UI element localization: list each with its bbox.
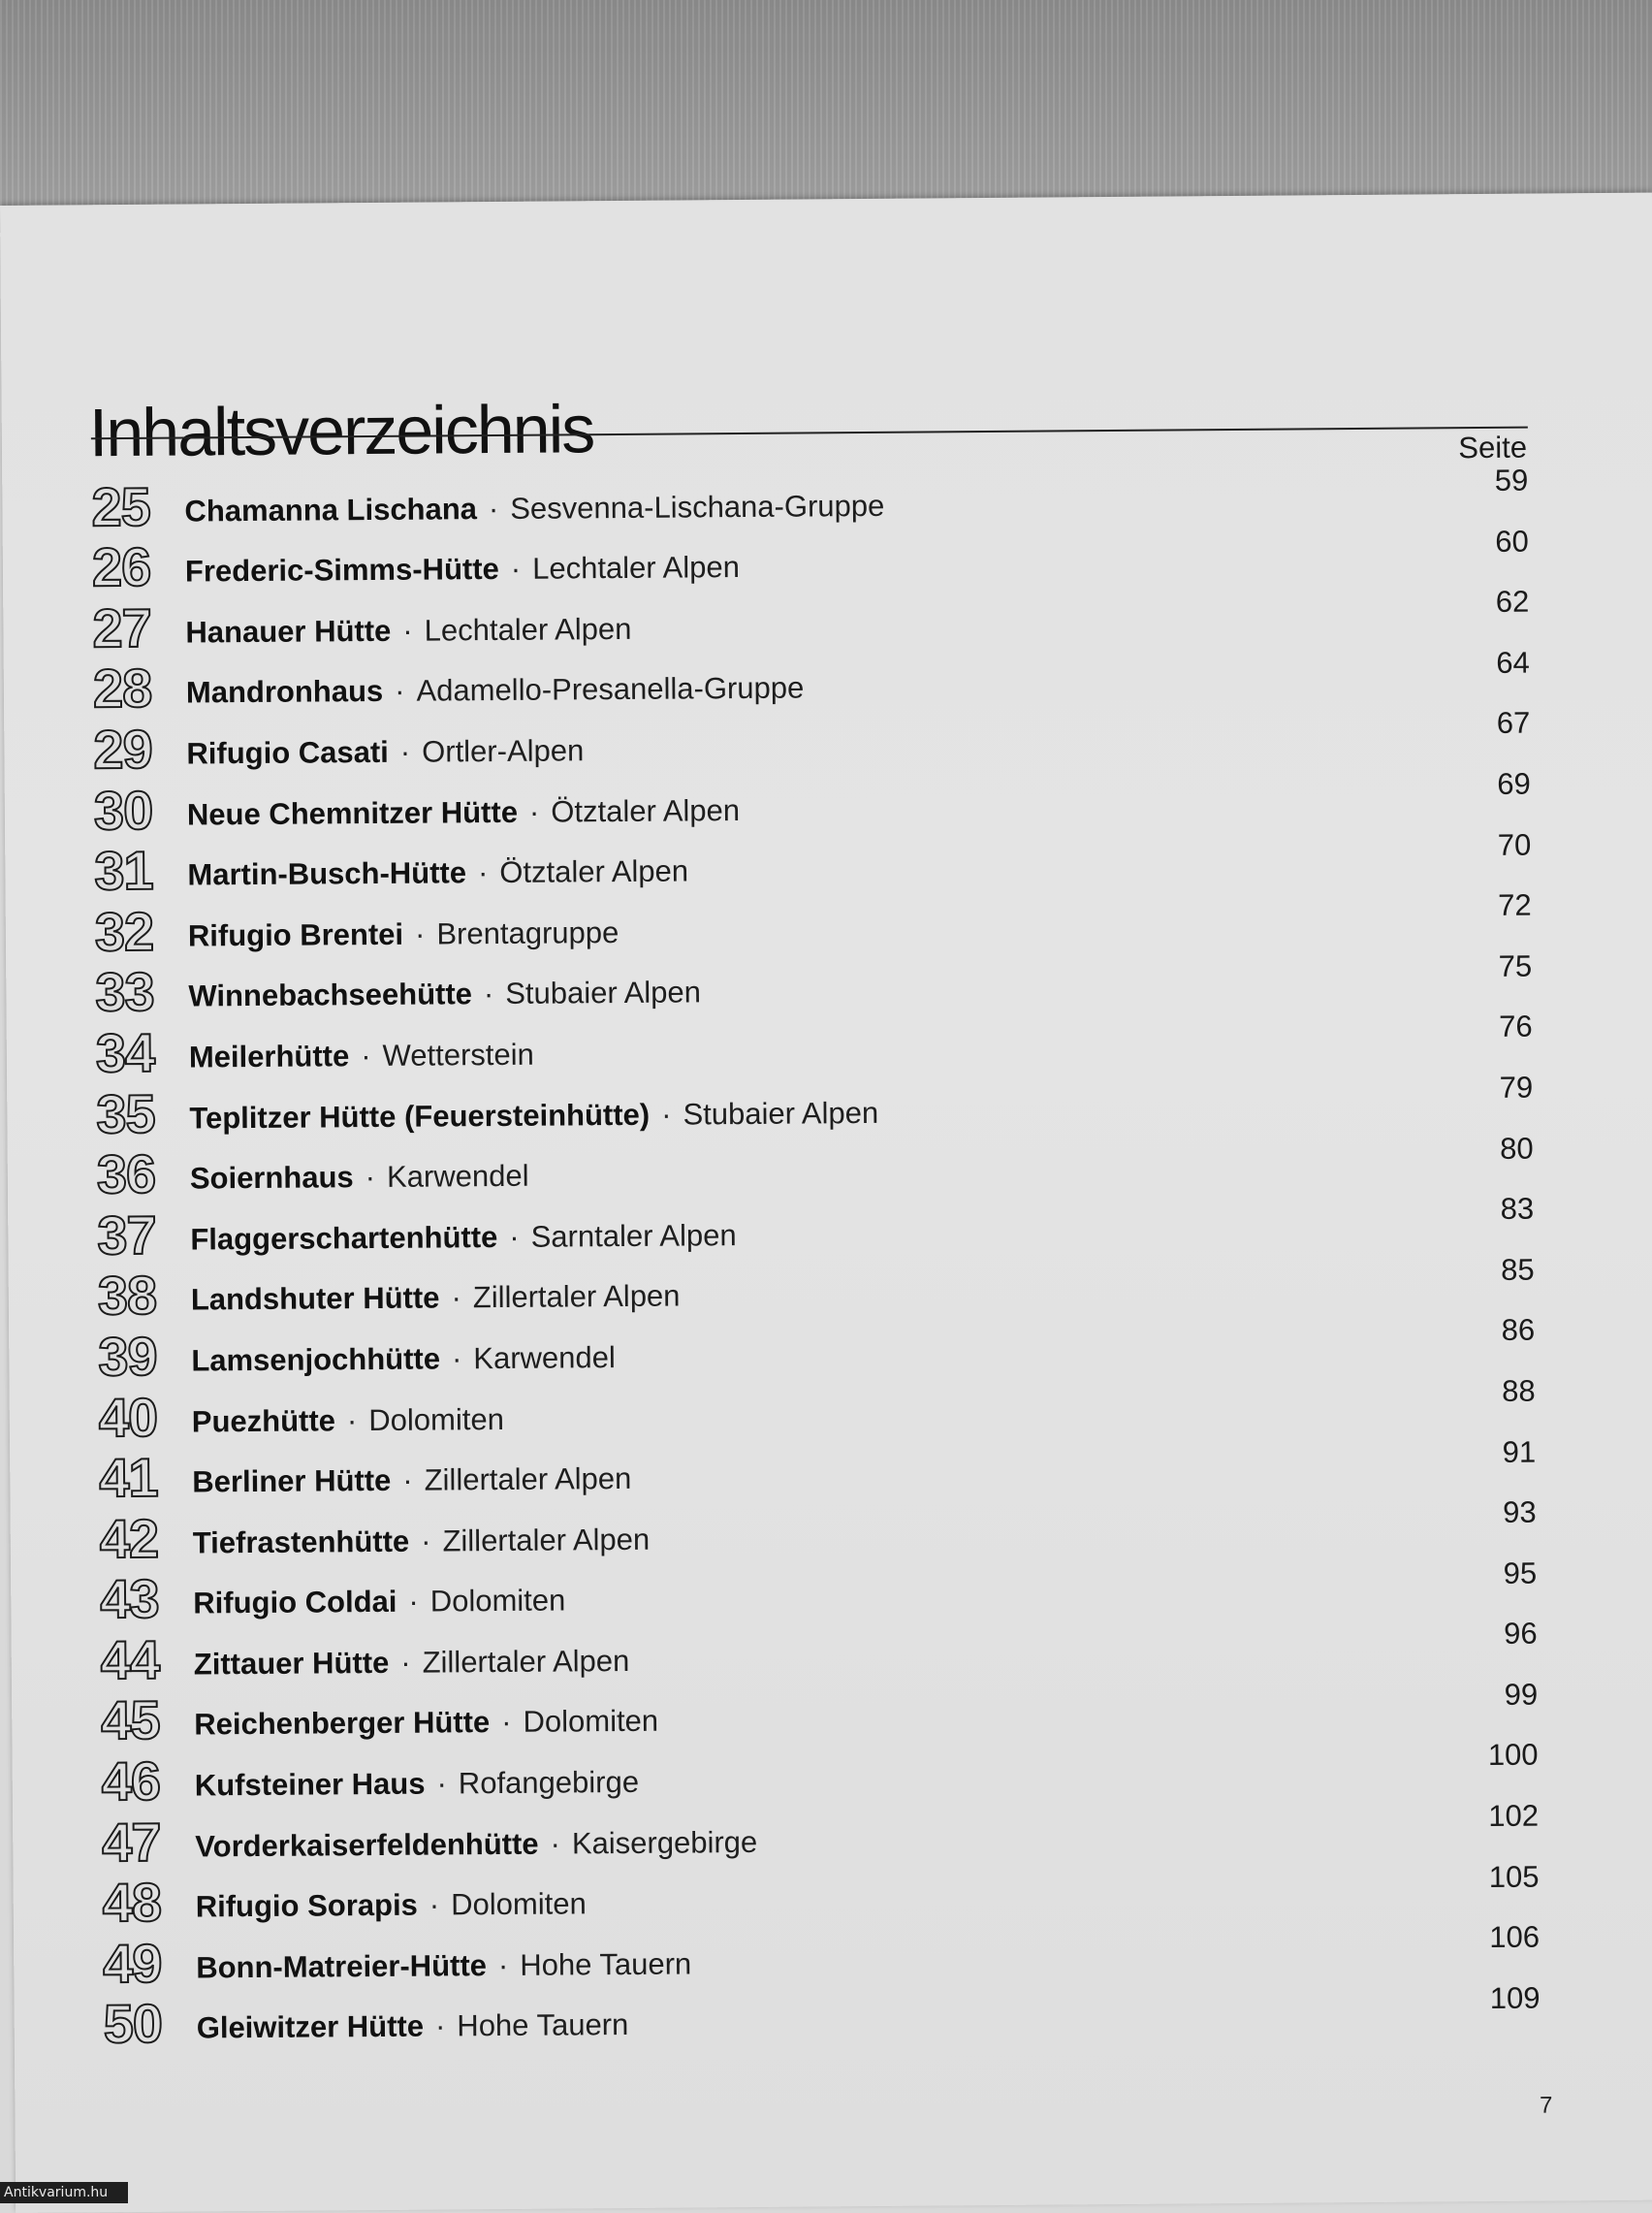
entry-number: 30 <box>93 779 153 841</box>
separator-dot: · <box>477 855 489 890</box>
entry-text <box>186 669 805 717</box>
entry-number: 45 <box>101 1689 160 1751</box>
mountain-region: Karwendel <box>386 1158 529 1195</box>
separator-dot: · <box>509 1219 520 1254</box>
toc-entry <box>102 1799 1539 1871</box>
entry-text <box>194 1642 630 1688</box>
table-of-contents <box>91 464 1541 2053</box>
entry-number: 50 <box>103 1993 163 2055</box>
entry-page-number: 80 <box>1500 1131 1534 1166</box>
mountain-region: Zillertaler Alpen <box>472 1278 681 1315</box>
entry-text <box>186 731 584 777</box>
separator-dot: · <box>434 2008 446 2043</box>
separator-dot: · <box>451 1280 461 1315</box>
entry-text <box>189 1093 878 1141</box>
entry-page-number: 62 <box>1495 584 1530 620</box>
mountain-region: Karwendel <box>473 1339 616 1376</box>
hut-name: Soiernhaus <box>189 1160 354 1196</box>
entry-number: 31 <box>94 839 153 902</box>
hut-name: Reichenberger Hütte <box>194 1705 491 1742</box>
entry-number: 39 <box>98 1325 157 1388</box>
entry-text <box>185 548 740 594</box>
entry-number: 26 <box>91 535 151 598</box>
toc-entry <box>95 948 1533 1023</box>
hut-name: Landshuter Hütte <box>190 1280 440 1317</box>
entry-number: 42 <box>99 1507 159 1569</box>
hut-name: Hanauer Hütte <box>185 613 392 650</box>
entry-number: 41 <box>99 1446 158 1509</box>
entry-text <box>192 1459 631 1506</box>
mountain-region: Ortler-Alpen <box>422 733 585 769</box>
toc-entry <box>97 1252 1535 1327</box>
toc-entry <box>99 1434 1537 1509</box>
hut-name: Meilerhütte <box>188 1039 350 1074</box>
toc-entry <box>100 1616 1538 1691</box>
toc-entry <box>97 1131 1534 1203</box>
separator-dot: · <box>528 794 540 829</box>
entry-text <box>187 791 740 838</box>
entry-page-number: 83 <box>1500 1191 1535 1227</box>
mountain-region: Dolomiten <box>429 1583 566 1619</box>
separator-dot: · <box>395 674 405 709</box>
toc-entry <box>95 1009 1533 1084</box>
separator-dot: · <box>402 1462 413 1497</box>
mountain-region: Wetterstein <box>382 1037 534 1073</box>
toc-entry <box>94 887 1532 963</box>
entry-page-number: 70 <box>1497 827 1532 862</box>
toc-entry <box>98 1312 1536 1388</box>
entry-page-number: 93 <box>1503 1494 1537 1529</box>
toc-entry <box>97 1192 1534 1264</box>
hut-name: Puezhütte <box>191 1402 336 1438</box>
entry-text <box>195 1763 640 1810</box>
hut-name: Winnebachseehütte <box>188 977 473 1013</box>
entry-page-number: 64 <box>1496 645 1530 680</box>
separator-dot: · <box>414 916 426 951</box>
hut-name: Tiefrastenhütte <box>192 1523 410 1560</box>
mountain-region: Ötztaler Alpen <box>499 853 689 890</box>
mountain-region: Sesvenna-Lischana-Gruppe <box>510 488 885 526</box>
watermark: Antikvarium.hu <box>0 2182 128 2203</box>
separator-dot: · <box>399 734 411 769</box>
separator-dot: · <box>402 613 413 648</box>
hut-name: Bonn-Matreier-Hütte <box>196 1947 488 1985</box>
hut-name: Lamsenjochhütte <box>191 1341 441 1378</box>
entry-page-number: 69 <box>1497 766 1531 801</box>
entry-text <box>191 1277 681 1324</box>
mountain-region: Zillertaler Alpen <box>422 1643 630 1680</box>
hut-name: Vorderkaiserfeldenhütte <box>195 1826 539 1864</box>
entry-number: 32 <box>94 900 154 963</box>
separator-dot: · <box>510 551 522 587</box>
mountain-region: Hohe Tauern <box>520 1946 692 1982</box>
hut-name: Teplitzer Hütte (Feuersteinhütte) <box>189 1097 651 1136</box>
entry-text <box>190 1157 529 1203</box>
separator-dot: · <box>365 1160 376 1195</box>
mountain-region: Adamello-Presanella-Gruppe <box>416 670 805 709</box>
toc-entry <box>92 645 1530 720</box>
hut-name: Flaggerschartenhütte <box>190 1219 498 1257</box>
entry-page-number: 86 <box>1501 1312 1536 1348</box>
mountain-region: Dolomiten <box>368 1401 504 1437</box>
toc-entry <box>99 1374 1536 1446</box>
entry-number: 25 <box>91 475 150 537</box>
entry-text <box>191 1338 616 1384</box>
entry-page-number: 79 <box>1499 1070 1534 1105</box>
entry-number: 28 <box>92 657 152 720</box>
entry-text <box>189 1036 534 1081</box>
entry-number: 38 <box>97 1265 157 1327</box>
entry-page-number: 100 <box>1487 1738 1539 1773</box>
entry-page-number: 88 <box>1502 1373 1536 1408</box>
separator-dot: · <box>550 1826 561 1861</box>
entry-number: 35 <box>96 1082 155 1144</box>
mountain-region: Rofangebirge <box>458 1764 640 1801</box>
hut-name: Rifugio Brentei <box>187 916 404 953</box>
hut-name: Zittauer Hütte <box>193 1645 390 1682</box>
entry-page-number: 99 <box>1504 1677 1539 1712</box>
separator-dot: · <box>488 491 499 526</box>
mountain-region: Stubaier Alpen <box>683 1095 879 1132</box>
entry-text <box>196 1885 587 1931</box>
separator-dot: · <box>451 1341 462 1376</box>
entry-number: 27 <box>92 596 151 659</box>
mountain-region: Hohe Tauern <box>457 2007 629 2043</box>
mountain-region: Lechtaler Alpen <box>532 550 740 586</box>
entry-page-number: 102 <box>1488 1798 1540 1834</box>
entry-number: 29 <box>93 718 152 781</box>
entry-text <box>188 974 701 1020</box>
separator-dot: · <box>661 1097 672 1132</box>
entry-page-number: 76 <box>1499 1009 1533 1044</box>
entry-text <box>194 1702 658 1748</box>
page-column-header: Seite <box>1458 430 1528 465</box>
hut-name: Neue Chemnitzer Hütte <box>186 794 519 832</box>
toc-entry <box>96 1071 1533 1142</box>
entry-text <box>192 1399 504 1445</box>
mountain-region: Sarntaler Alpen <box>530 1217 737 1254</box>
hut-name: Rifugio Casati <box>186 734 389 771</box>
entry-page-number: 95 <box>1503 1556 1538 1590</box>
entry-page-number: 72 <box>1498 887 1532 923</box>
entry-page-number: 105 <box>1488 1859 1540 1894</box>
toc-entry <box>91 524 1529 598</box>
toc-entry <box>102 1859 1540 1934</box>
mountain-region: Dolomiten <box>451 1886 587 1922</box>
entry-number: 34 <box>95 1021 155 1084</box>
entry-text <box>187 852 688 899</box>
hut-name: Frederic-Simms-Hütte <box>184 552 499 589</box>
entry-text <box>188 914 620 959</box>
entry-number: 46 <box>101 1749 161 1812</box>
entry-number: 47 <box>102 1811 161 1873</box>
toc-entry <box>93 705 1531 781</box>
entry-number: 49 <box>102 1932 162 1995</box>
toc-entry <box>91 464 1528 535</box>
hut-name: Chamanna Lischana <box>184 491 478 529</box>
entry-number: 43 <box>100 1568 159 1630</box>
toc-entry <box>102 1738 1539 1810</box>
separator-dot: · <box>501 1705 512 1740</box>
entry-number: 40 <box>98 1386 158 1448</box>
entry-page-number: 85 <box>1501 1252 1535 1287</box>
mountain-region: Zillertaler Alpen <box>424 1461 632 1497</box>
toc-entry <box>94 767 1531 839</box>
mountain-region: Ötztaler Alpen <box>551 792 741 829</box>
separator-dot: · <box>429 1887 440 1922</box>
entry-number: 48 <box>102 1872 162 1934</box>
book-page <box>0 193 1652 2213</box>
mountain-region: Dolomiten <box>523 1704 659 1740</box>
entry-page-number: 109 <box>1489 1980 1541 2015</box>
entry-text <box>193 1520 651 1566</box>
entry-text <box>184 486 884 534</box>
separator-dot: · <box>497 1947 509 1982</box>
mountain-region: Zillertaler Alpen <box>442 1522 651 1558</box>
separator-dot: · <box>436 1766 447 1801</box>
entry-page-number: 75 <box>1498 948 1533 983</box>
toc-entry <box>101 1677 1539 1751</box>
entry-number: 36 <box>96 1142 156 1205</box>
hut-name: Rifugio Sorapis <box>195 1887 418 1924</box>
mountain-region: Lechtaler Alpen <box>424 611 632 648</box>
entry-page-number: 91 <box>1502 1434 1537 1469</box>
entry-page-number: 106 <box>1489 1919 1541 1955</box>
entry-number: 37 <box>97 1203 156 1266</box>
entry-page-number: 59 <box>1494 463 1529 497</box>
entry-text <box>196 1944 691 1991</box>
entry-number: 44 <box>100 1628 160 1691</box>
hut-name: Gleiwitzer Hütte <box>196 2009 425 2045</box>
entry-text <box>185 610 631 657</box>
hut-name: Martin-Busch-Hütte <box>187 855 467 892</box>
toc-entry <box>102 1919 1541 1995</box>
hut-name: Mandronhaus <box>185 674 384 710</box>
entry-text <box>195 1823 757 1871</box>
entry-text <box>190 1216 737 1263</box>
mountain-region: Brentagruppe <box>436 914 620 951</box>
page-title: Inhaltsverzeichnis <box>88 391 594 471</box>
separator-dot: · <box>400 1645 411 1680</box>
entry-number: 33 <box>95 961 154 1023</box>
separator-dot: · <box>408 1584 419 1620</box>
hut-name: Berliner Hütte <box>192 1462 392 1499</box>
entry-page-number: 67 <box>1496 705 1531 741</box>
page-number: 7 <box>1539 2092 1553 2119</box>
toc-entry <box>103 1980 1541 2055</box>
separator-dot: · <box>346 1402 358 1437</box>
separator-dot: · <box>361 1038 371 1074</box>
toc-entry <box>94 827 1532 902</box>
toc-entry <box>100 1556 1538 1630</box>
entry-text <box>193 1582 565 1627</box>
mountain-region: Stubaier Alpen <box>505 975 702 1011</box>
toc-entry <box>100 1495 1537 1567</box>
hut-name: Rifugio Coldai <box>193 1585 397 1620</box>
entry-page-number: 60 <box>1495 524 1529 559</box>
separator-dot: · <box>483 977 494 1011</box>
entry-page-number: 96 <box>1503 1616 1538 1652</box>
entry-text <box>197 2005 629 2051</box>
hut-name: Kufsteiner Haus <box>194 1766 426 1803</box>
mountain-region: Kaisergebirge <box>571 1824 758 1861</box>
toc-entry <box>92 585 1529 657</box>
separator-dot: · <box>421 1523 431 1558</box>
